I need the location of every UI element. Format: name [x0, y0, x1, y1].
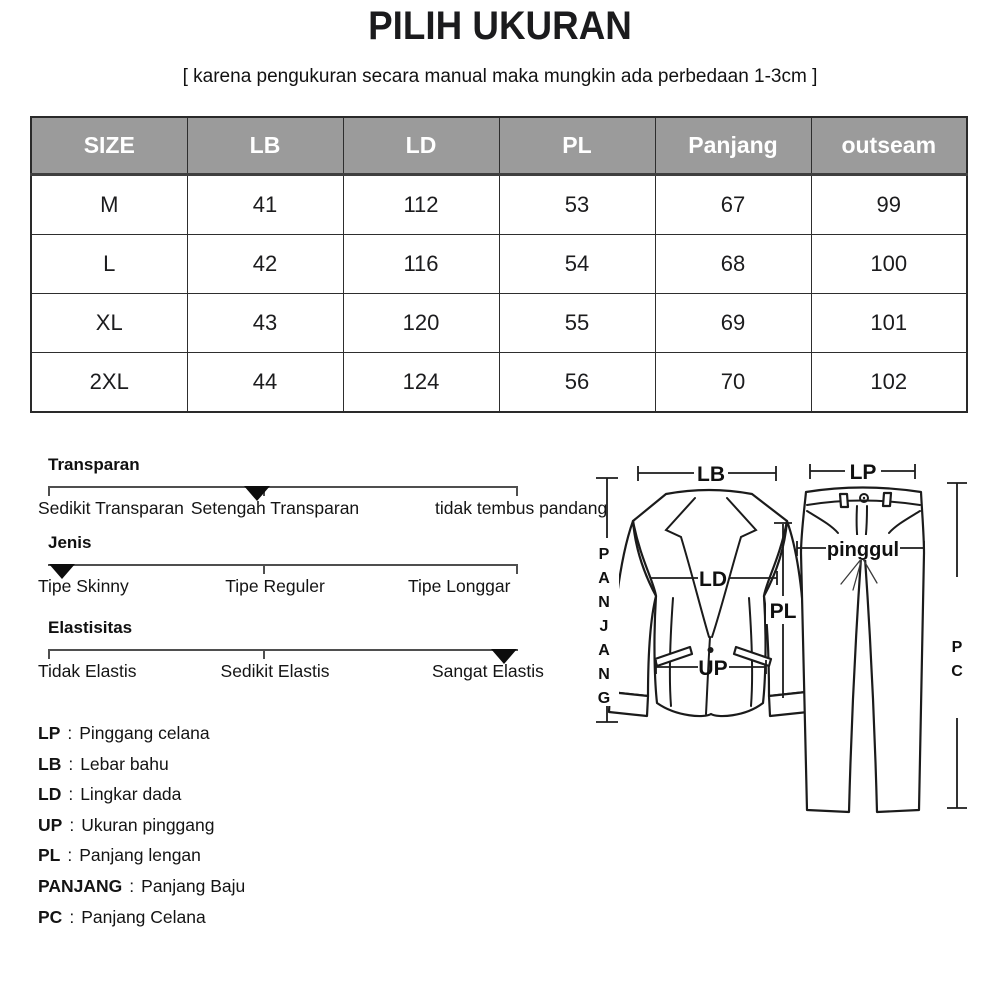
- scale-title: Jenis: [48, 533, 92, 552]
- abbreviation-legend: [38, 718, 245, 932]
- svg-text:A: A: [598, 642, 610, 659]
- header-cell-pl: PL: [499, 117, 655, 175]
- table-header-row: [31, 117, 967, 175]
- attribute-scales: [38, 455, 638, 705]
- subtitle-note: [ karena pengukuran secara manual maka mungkin ada perbedaan 1-3cm ]: [182, 66, 818, 87]
- table-cell: XL: [31, 294, 187, 353]
- scale-option: Setengah Transparan: [190, 498, 360, 518]
- table-cell: M: [31, 175, 187, 235]
- header-cell-size: SIZE: [31, 117, 187, 175]
- table-cell: 99: [811, 175, 967, 235]
- legend-item: LB : Lebar bahu: [38, 753, 169, 774]
- lb-measure-label: LB: [697, 463, 725, 486]
- table-cell: 44: [187, 353, 343, 413]
- table-cell: 102: [811, 353, 967, 413]
- table-cell: 68: [655, 235, 811, 294]
- scale-option: Sedikit Transparan: [38, 498, 184, 518]
- header-cell-outseam: outseam: [811, 117, 967, 175]
- table-cell: 120: [343, 294, 499, 353]
- pinggul-measure-label: pinggul: [826, 539, 900, 561]
- scale-option: Tipe Reguler: [225, 576, 325, 596]
- table-cell: 53: [499, 175, 655, 235]
- table-row: [31, 294, 967, 353]
- page-title: PILIH UKURAN: [368, 4, 632, 48]
- table-cell: 70: [655, 353, 811, 413]
- legend-item: LD : Lingkar dada: [38, 784, 182, 805]
- measurement-diagram: [580, 440, 1000, 840]
- table-cell: 43: [187, 294, 343, 353]
- table-cell: 67: [655, 175, 811, 235]
- scale-option: Tidak Elastis: [38, 661, 137, 681]
- legend-item: PANJANG : Panjang Baju: [38, 875, 246, 896]
- table-cell: 54: [499, 235, 655, 294]
- svg-text:A: A: [598, 570, 610, 587]
- scale-option: Sangat Elastis: [432, 661, 544, 681]
- svg-text:J: J: [599, 618, 609, 635]
- svg-text:N: N: [598, 594, 610, 611]
- pl-measure-label: PL: [769, 600, 797, 623]
- scale-line: [48, 649, 518, 651]
- scale-jenis: [38, 533, 638, 603]
- table-cell: 42: [187, 235, 343, 294]
- scale-elastisitas: [38, 618, 638, 688]
- scale-option: Tipe Skinny: [38, 576, 129, 596]
- header-cell-ld: LD: [343, 117, 499, 175]
- svg-text:N: N: [598, 666, 610, 683]
- table-cell: 112: [343, 175, 499, 235]
- table-cell: 124: [343, 353, 499, 413]
- scale-line: [48, 564, 518, 566]
- header-cell-lb: LB: [187, 117, 343, 175]
- legend-item: PC : Panjang Celana: [38, 906, 206, 927]
- table-row: [31, 235, 967, 294]
- table-cell: 2XL: [31, 353, 187, 413]
- table-cell: 41: [187, 175, 343, 235]
- scale-option: Tipe Longgar: [408, 576, 511, 596]
- scale-title: Elastisitas: [48, 618, 133, 637]
- scale-option: Sedikit Elastis: [220, 661, 330, 681]
- svg-text:P: P: [951, 639, 963, 656]
- svg-text:P: P: [598, 546, 610, 563]
- legend-item: UP : Ukuran pinggang: [38, 814, 215, 835]
- table-row: [31, 353, 967, 413]
- up-measure-label: UP: [698, 657, 728, 680]
- table-cell: 55: [499, 294, 655, 353]
- svg-text:C: C: [951, 663, 963, 680]
- scale-title: Transparan: [48, 455, 140, 474]
- legend-item: PL : Panjang lengan: [38, 845, 201, 866]
- table-cell: L: [31, 235, 187, 294]
- table-cell: 69: [655, 294, 811, 353]
- scale-transparan: [38, 455, 638, 525]
- size-table: [30, 116, 968, 413]
- table-cell: 100: [811, 235, 967, 294]
- scale-option: tidak tembus pandang: [435, 498, 608, 518]
- lp-measure-label: LP: [849, 461, 877, 484]
- table-cell: 116: [343, 235, 499, 294]
- ld-measure-label: LD: [699, 568, 727, 591]
- table-cell: 101: [811, 294, 967, 353]
- table-cell: 56: [499, 353, 655, 413]
- header-cell-panjang: Panjang: [655, 117, 811, 175]
- table-row: [31, 175, 967, 235]
- scale-line: [48, 486, 518, 488]
- legend-item: LP : Pinggang celana: [38, 723, 210, 743]
- svg-text:G: G: [597, 690, 611, 707]
